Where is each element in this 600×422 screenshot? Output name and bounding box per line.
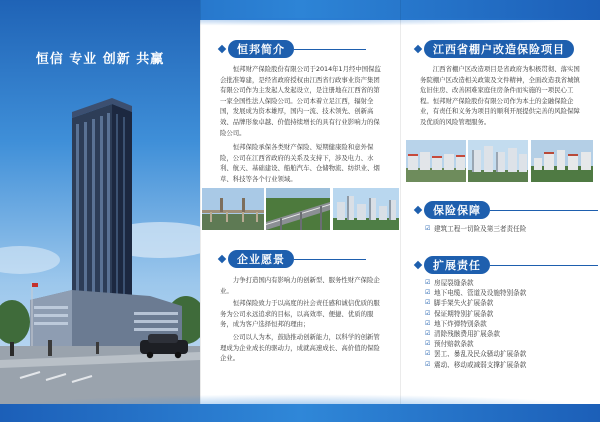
list-item [425,349,526,359]
list-item-label: 震动、移动或减弱支撑扩展条款 [434,360,527,369]
housing-photo-1 [406,140,466,182]
list-item [425,278,526,288]
checkbox-icon: ☑ [425,289,431,297]
vision-paragraph-3: 公司以人为本，鼓励推动创新能力，以科学的创新管理成为企业成长的驱动力，成就高速成长、高价值的保险企业。 [220,333,380,363]
list-item [425,339,526,349]
checkbox-icon: ☑ [425,225,431,232]
intro-heading [219,40,366,58]
list-item [425,288,526,298]
diamond-icon [218,255,226,263]
coverage-list [425,224,526,234]
diamond-icon [218,45,226,53]
diamond-icon [414,206,422,214]
housing-photo-2 [468,140,528,182]
divider [490,265,598,266]
project-paragraph: 江西省棚户区改造项目是省政府为积极贯彻、落实国务院棚户区改造相关政策及文件精神，全面改造我省城镇危旧住房、改善困难家庭住房条件而实施的一项民心工程。恒邦财产保险股份有限公司作为本土的金融保险企业，有责任和义务为项目的顺利开展提供完善的风险保障及优质的风险管理服务。 [420,65,580,126]
vision-heading [219,250,366,268]
list-item-label: 保证期特别扩展条款 [434,309,494,318]
diamond-icon [414,45,422,53]
diamond-icon [414,261,422,269]
checkbox-icon: ☑ [425,319,431,327]
housing-photo-3 [531,140,593,182]
list-item [425,360,526,370]
slogan: 恒信 专业 创新 共赢 [35,52,165,67]
checkbox-icon: ☑ [425,309,431,317]
vision-paragraph-2: 恒邦保险致力于以高度的社会责任感和诚信优质的服务为公司永远追求的目标，以高效率、便捷、优质的服务，成为客户选择恒邦的理由； [220,299,380,329]
bridge-photo [202,188,264,230]
vision-paragraph-1: 力争打造国内有影响力的创新型、服务性财产保险企业。 [220,276,380,295]
checkbox-icon: ☑ [425,299,431,307]
list-item [425,224,526,234]
cover-panel [0,0,200,404]
fold-line [200,0,201,422]
checkbox-icon: ☑ [425,340,431,348]
extension-title: 扩展责任 [424,256,490,274]
divider [294,259,366,260]
list-item-label: 预付赔款条款 [434,340,474,349]
list-item [425,309,526,319]
highway-photo [266,188,330,230]
bottom-band [0,404,600,422]
extension-heading [415,256,598,274]
list-item-label: 罢工、暴乱及民众骚动扩展条款 [434,350,527,359]
list-item [425,329,526,339]
checkbox-icon: ☑ [425,279,431,286]
checkbox-icon: ☑ [425,360,431,368]
list-item-label: 建筑工程一切险及第三者责任险 [434,225,527,233]
intro-paragraph-2: 恒邦保险承保各类财产保险、短期健康险和意外保险，公司在江西省政府的关系及支持下，涉及电力、水利、航天、基础建设、船舶汽车、仓储物流、纺织业、烟草、科技等各个行业领域。 [220,143,380,183]
list-item-label: 地下炸弹特别条款 [434,319,487,328]
vision-title: 企业愿景 [228,250,294,268]
list-item [425,298,526,308]
checkbox-icon: ☑ [425,350,431,358]
fold-line [400,0,401,422]
city-photo [333,188,399,230]
intro-title: 恒邦简介 [228,40,294,58]
list-item-label: 地下电缆、管道及设施特别条款 [434,289,527,298]
intro-paragraph-1: 恒邦财产保险股份有限公司于2014年1月经中国保监会批准筹建，是经省政府授权由江西省行政事业资产集团有限公司作为主发起人发起设立，是注册地在江西省的第一家全国性法人保险公司。公司本着立足江西，辐射全国，发展成为资本雄厚，国内一流、技术领先、创新高效、品牌形象卓越、价值持续增长的具有行业影响力的保险公司。 [220,65,381,137]
coverage-title: 保险保障 [424,201,490,219]
list-item-label: 清除残骸费用扩展条款 [434,330,500,339]
list-item-label: 房屋裂缝条款 [434,279,474,287]
list-item-label: 脚手架失火扩展条款 [434,299,494,308]
project-title: 江西省棚户改造保险项目 [424,40,574,58]
extension-list [425,278,526,370]
project-heading [415,40,574,58]
list-item [425,319,526,329]
coverage-heading [415,201,598,219]
divider [490,210,598,211]
checkbox-icon: ☑ [425,330,431,338]
divider [294,49,366,50]
